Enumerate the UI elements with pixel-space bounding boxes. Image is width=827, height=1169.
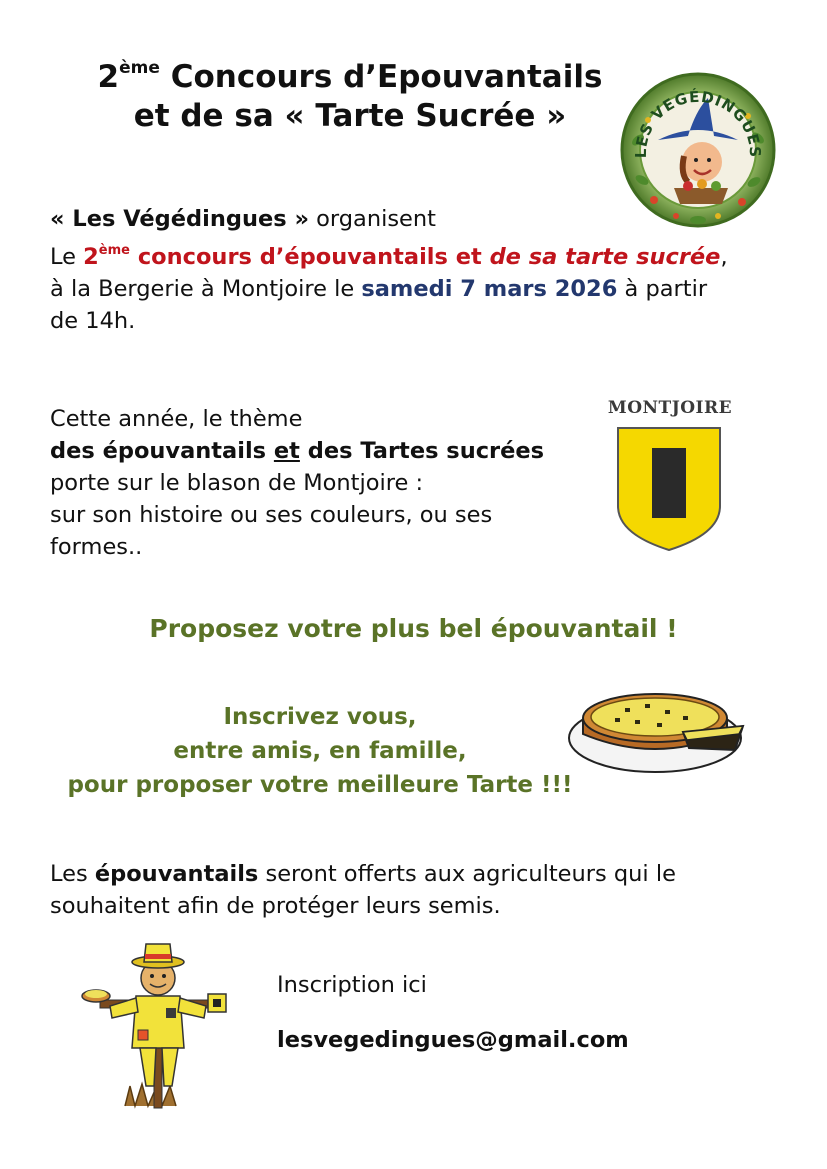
- montjoire-crest: [614, 426, 724, 552]
- offer-paragraph: [50, 858, 676, 922]
- intro-line-2: Le 2ème concours d’épouvantails et de sa tarte sucrée,: [50, 243, 728, 270]
- callout-heading: Proposez votre plus bel épouvantail !: [149, 614, 678, 643]
- svg-text:LES VEGÉDINGUES: LES VEGÉDINGUES: [631, 87, 765, 159]
- theme-line-1: Cette année, le thème: [50, 406, 303, 432]
- theme-line-3: porte sur le blason de Montjoire :: [50, 470, 424, 496]
- theme-paragraph: [50, 403, 544, 563]
- invite-line-1: Inscrivez vous,: [223, 704, 417, 730]
- scarecrow-illustration: [80, 936, 240, 1121]
- title-line-1: 2ème Concours d’Epouvantails: [97, 58, 603, 95]
- offer-line-2: souhaitent afin de protéger leurs semis.: [50, 893, 501, 919]
- theme-line-4: sur son histoire ou ses couleurs, ou ses: [50, 502, 493, 528]
- theme-line-2: des épouvantails et des Tartes sucrées: [50, 438, 545, 464]
- intro-line-1: « Les Végédingues » organisent: [50, 206, 436, 232]
- invite-block: [30, 700, 610, 802]
- offer-line-1: Les épouvantails seront offerts aux agriculteurs qui le: [50, 861, 676, 887]
- signup-email[interactable]: lesvegedingues@gmail.com: [277, 1027, 629, 1053]
- title-line-2: et de sa « Tarte Sucrée »: [133, 97, 567, 134]
- theme-line-5: formes..: [50, 534, 143, 560]
- intro-line-3: à la Bergerie à Montjoire le samedi 7 mars 2026 à partir: [50, 276, 708, 302]
- signup-label: Inscription ici: [277, 972, 427, 998]
- invite-line-3: pour proposer votre meilleure Tarte !!!: [67, 772, 573, 798]
- intro-paragraph: [50, 203, 728, 337]
- tart-illustration: [565, 668, 755, 778]
- intro-line-4: de 14h.: [50, 308, 136, 334]
- invite-line-2: entre amis, en famille,: [173, 738, 467, 764]
- crest-label: MONTJOIRE: [607, 398, 733, 418]
- page-title: [40, 58, 660, 136]
